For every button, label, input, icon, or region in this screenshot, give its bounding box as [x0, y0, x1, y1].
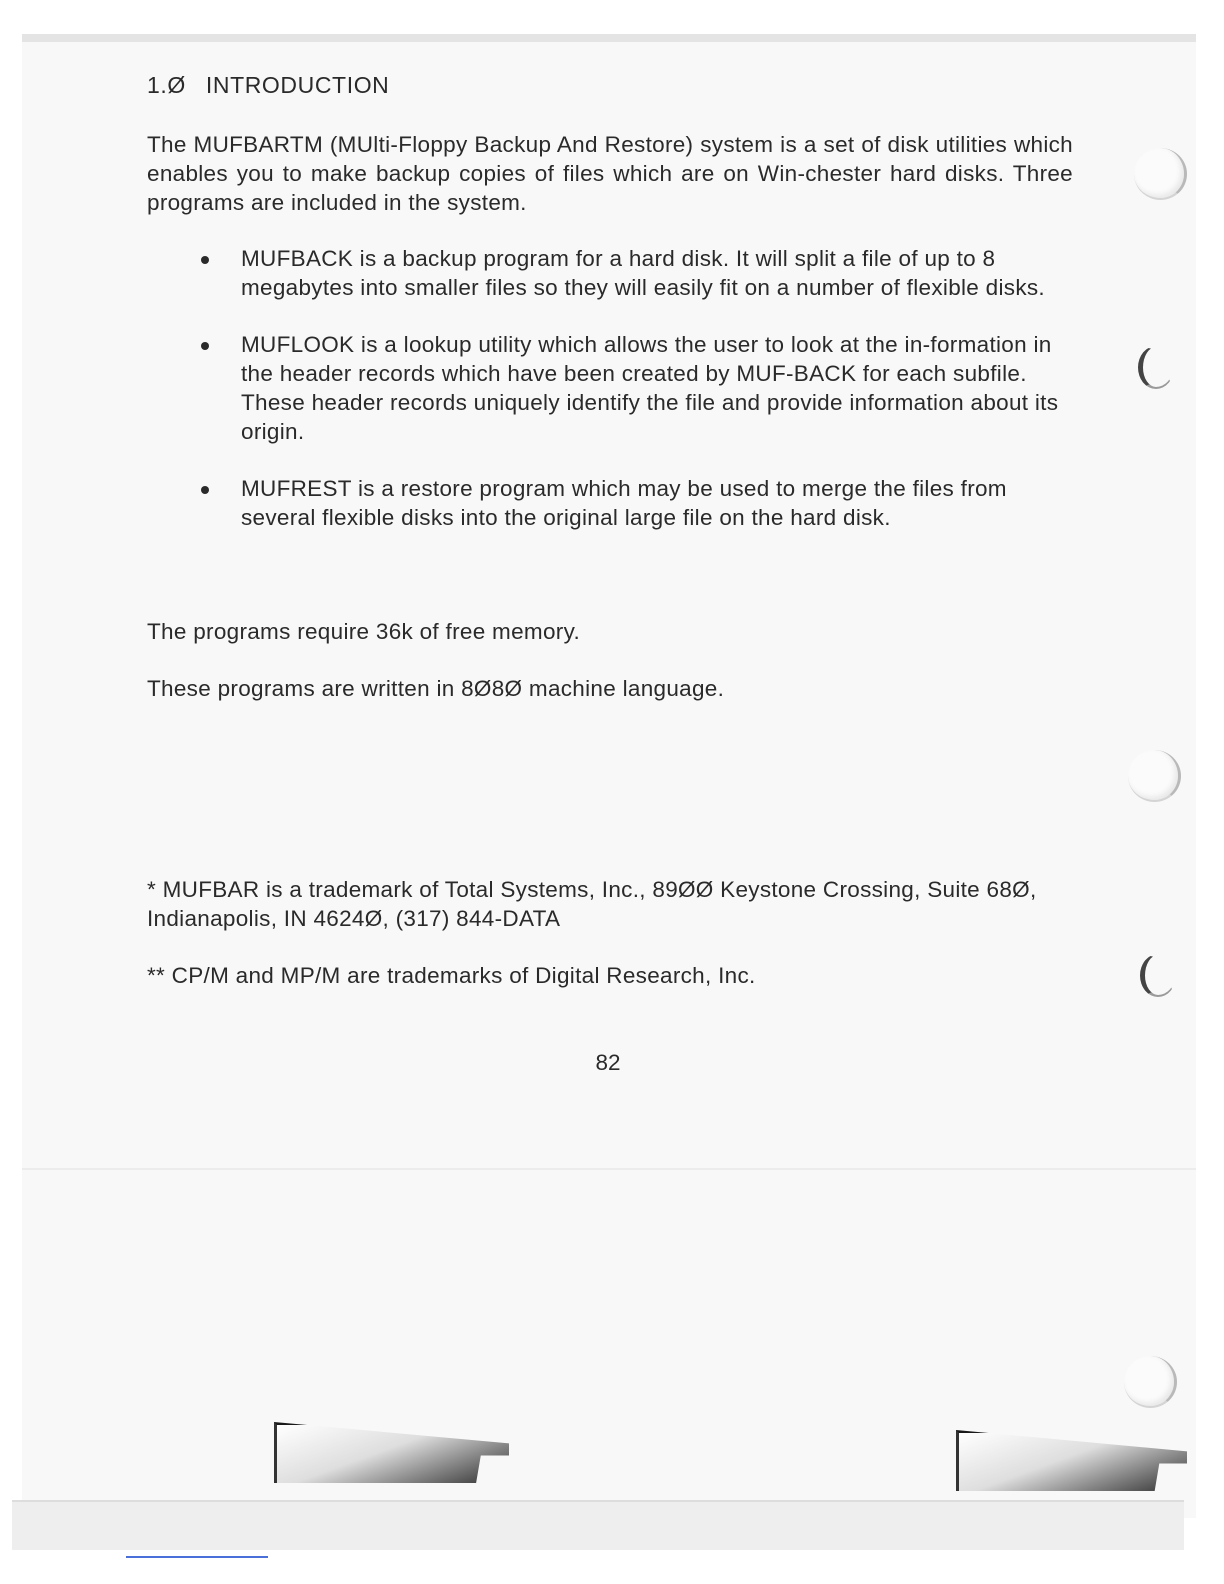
- page-number: 82: [595, 1050, 621, 1075]
- punch-hole-crescent-icon: [1140, 954, 1176, 997]
- program-description: MUFLOOK is a lookup utility which allows the user to look at the in-formation in the header records which have been created by MUF-BACK for each subfile. These header records uniquely identify the file and provide information about its origin.: [241, 332, 1059, 444]
- bullet-icon: [201, 342, 209, 350]
- intro-paragraph: The MUFBARTM (MUlti-Floppy Backup And Restore) system is a set of disk utilities which enables you to make backup copies of files which are on Win-chester hard disks. Three programs are included in the system.: [147, 132, 1073, 215]
- footnote-cpm-trademark: ** CP/M and MP/M are trademarks of Digital Research, Inc.: [147, 963, 756, 988]
- section-title: INTRODUCTION: [205, 72, 390, 98]
- program-description: MUFREST is a restore program which may be used to merge the files from several flexible disks into the original large file on the hard disk.: [241, 476, 1007, 530]
- language-note: These programs are written in 8Ø8Ø machine language.: [147, 676, 725, 701]
- program-list: [195, 244, 1075, 560]
- program-list-item: [195, 474, 1075, 532]
- footnote-mufbar-trademark: * MUFBAR is a trademark of Total Systems, Inc., 89ØØ Keystone Crossing, Suite 68Ø, Indianapolis, IN 4624Ø, (317) 844-DATA: [147, 877, 1037, 931]
- section-heading: [147, 72, 389, 99]
- program-list-item: [195, 244, 1075, 302]
- punch-hole-icon: [1128, 750, 1181, 802]
- program-description: MUFBACK is a backup program for a hard disk. It will split a file of up to 8 megabytes into smaller files so they will easily fit on a number of flexible disks.: [241, 246, 1045, 300]
- punch-hole-icon: [1134, 148, 1187, 200]
- bullet-icon: [201, 256, 209, 264]
- bullet-icon: [201, 486, 209, 494]
- punch-hole-icon: [1124, 1356, 1177, 1408]
- section-number: 1.Ø: [147, 72, 186, 98]
- punch-hole-crescent-icon: [1138, 346, 1174, 389]
- scan-edge-mark: [126, 1556, 268, 1558]
- program-list-item: [195, 330, 1075, 446]
- page-fold-line: [22, 1168, 1196, 1170]
- memory-requirement: The programs require 36k of free memory.: [147, 619, 580, 644]
- page-bottom-edge: [12, 1500, 1184, 1550]
